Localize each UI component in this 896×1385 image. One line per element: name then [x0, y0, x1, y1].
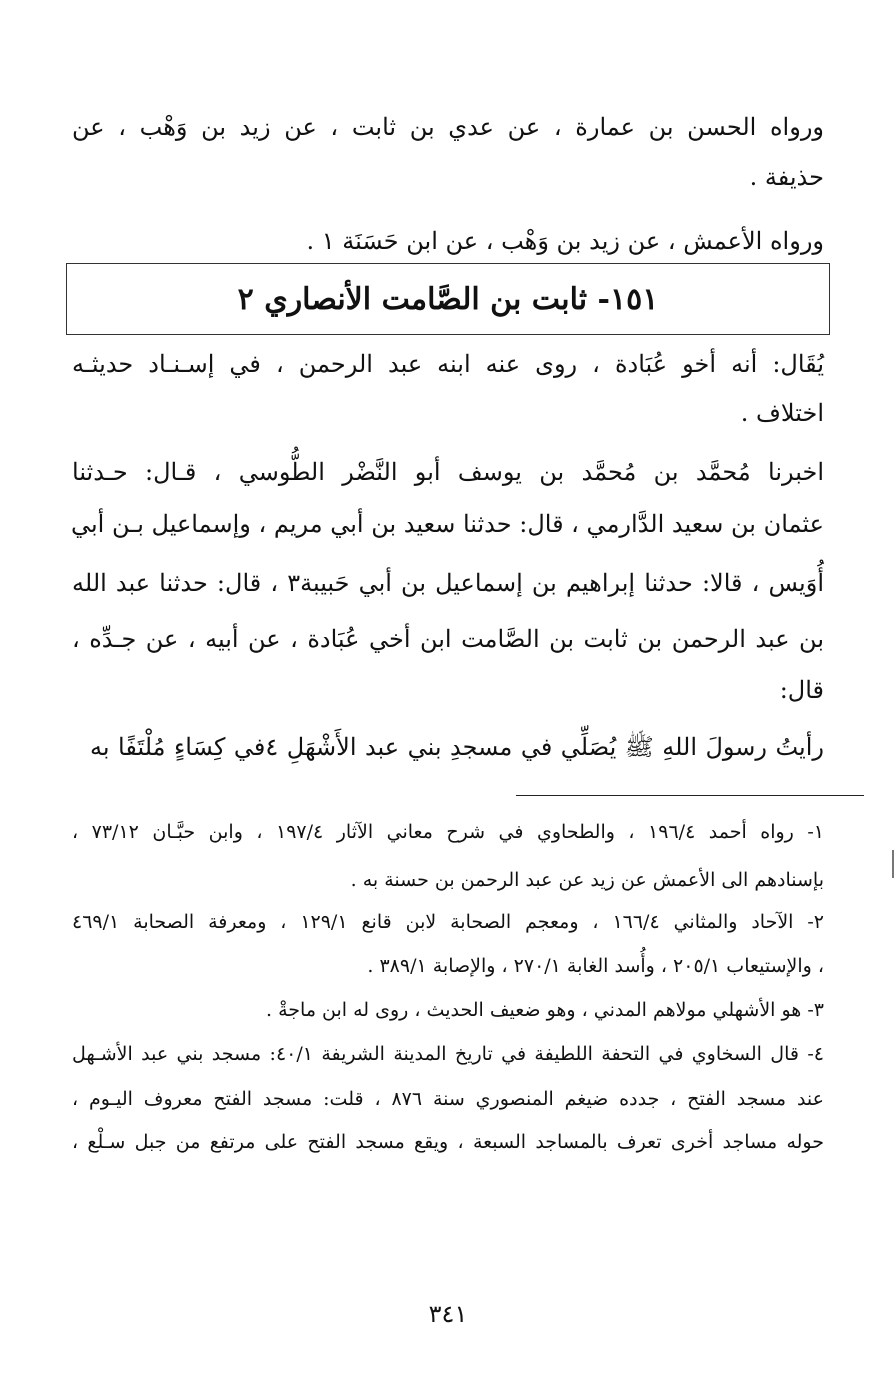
body-line: عثمان بن سعيد الدَّارمي ، قال: حدثنا سعيد بن أبي مريم ، وإسماعيل بـن أبي	[70, 510, 824, 538]
footnote-line: ٣- هو الأشهلي مولاهم المدني ، وهو ضعيف الحديث ، روى له ابن ماجةْ .	[266, 999, 824, 1021]
body-line: اختلاف .	[740, 399, 824, 427]
body-line: ورواه الحسن بن عمارة ، عن عدي بن ثابت ، عن زيد بن وَهْب ، عن	[72, 113, 824, 141]
footnote-line: عند مسجد الفتح ، جدده ضيغم المنصوري سنة ٨٧٦ ، قلت: مسجد الفتح معروف اليـوم ،	[72, 1088, 824, 1110]
footnote-line: ، والإستيعاب ٢٠٥/١ ، وأُسد الغابة ٢٧٠/١ ، والإصابة ٣٨٩/١ .	[367, 955, 824, 977]
body-line: اخبرنا مُحمَّد بن مُحمَّد بن يوسف أبو النَّضْر الطُّوسي ، قـال: حـدثنا	[72, 458, 824, 486]
footnote-line: حوله مساجد أخرى تعرف بالمساجد السبعة ، ويقع مسجد الفتح على مرتفع من جبل سـلْع ،	[72, 1131, 824, 1153]
body-line: بن عبد الرحمن بن ثابت بن الصَّامت ابن أخي عُبَادة ، عن أبيه ، عن جـدِّه ،	[72, 625, 824, 653]
footnote-line: ٤- قال السخاوي في التحفة اللطيفة في تاريخ المدينة الشريفة ٤٠/١: مسجد بني عبد الأشـهل	[72, 1043, 824, 1065]
body-line: أُوَيس ، قالا: حدثنا إبراهيم بن إسماعيل بن أبي حَبيبة٣ ، قال: حدثنا عبد الله	[72, 569, 824, 597]
entry-heading: ١٥١- ثابت بن الصَّامت الأنصاري ٢	[237, 281, 659, 317]
scan-edge-mark	[892, 850, 894, 878]
footnote-line: بإسنادهم الى الأعمش عن زيد عن عبد الرحمن بن حسنة به .	[350, 869, 824, 891]
entry-heading-box	[66, 263, 830, 335]
body-line: حذيفة .	[749, 163, 824, 191]
footnote-line: ٢- الآحاد والمثاني ١٦٦/٤ ، ومعجم الصحابة لابن قانع ١٢٩/١ ، ومعرفة الصحابة ٤٦٩/١	[72, 911, 824, 933]
footnote-separator	[516, 795, 864, 796]
hadith-text: رأيتُ رسولَ اللهِ ﷺ يُصَلِّي في مسجدِ بني عبد الأَشْهَلِ ٤في كِسَاءٍ مُلْتَفًا به	[90, 733, 824, 761]
page-number: ٣٤١	[428, 1300, 468, 1328]
body-line: قال:	[779, 676, 824, 704]
body-line: يُقَال: أنه أخو عُبَادة ، روى عنه ابنه عبد الرحمن ، في إسـنـاد حديثـه	[72, 350, 824, 378]
footnote-line: ١- رواه أحمد ١٩٦/٤ ، والطحاوي في شرح معاني الآثار ١٩٧/٤ ، وابن حبَّـان ٧٣/١٢ ،	[72, 821, 824, 843]
body-line: ورواه الأعمش ، عن زيد بن وَهْب ، عن ابن حَسَنَة ١ .	[306, 227, 824, 255]
